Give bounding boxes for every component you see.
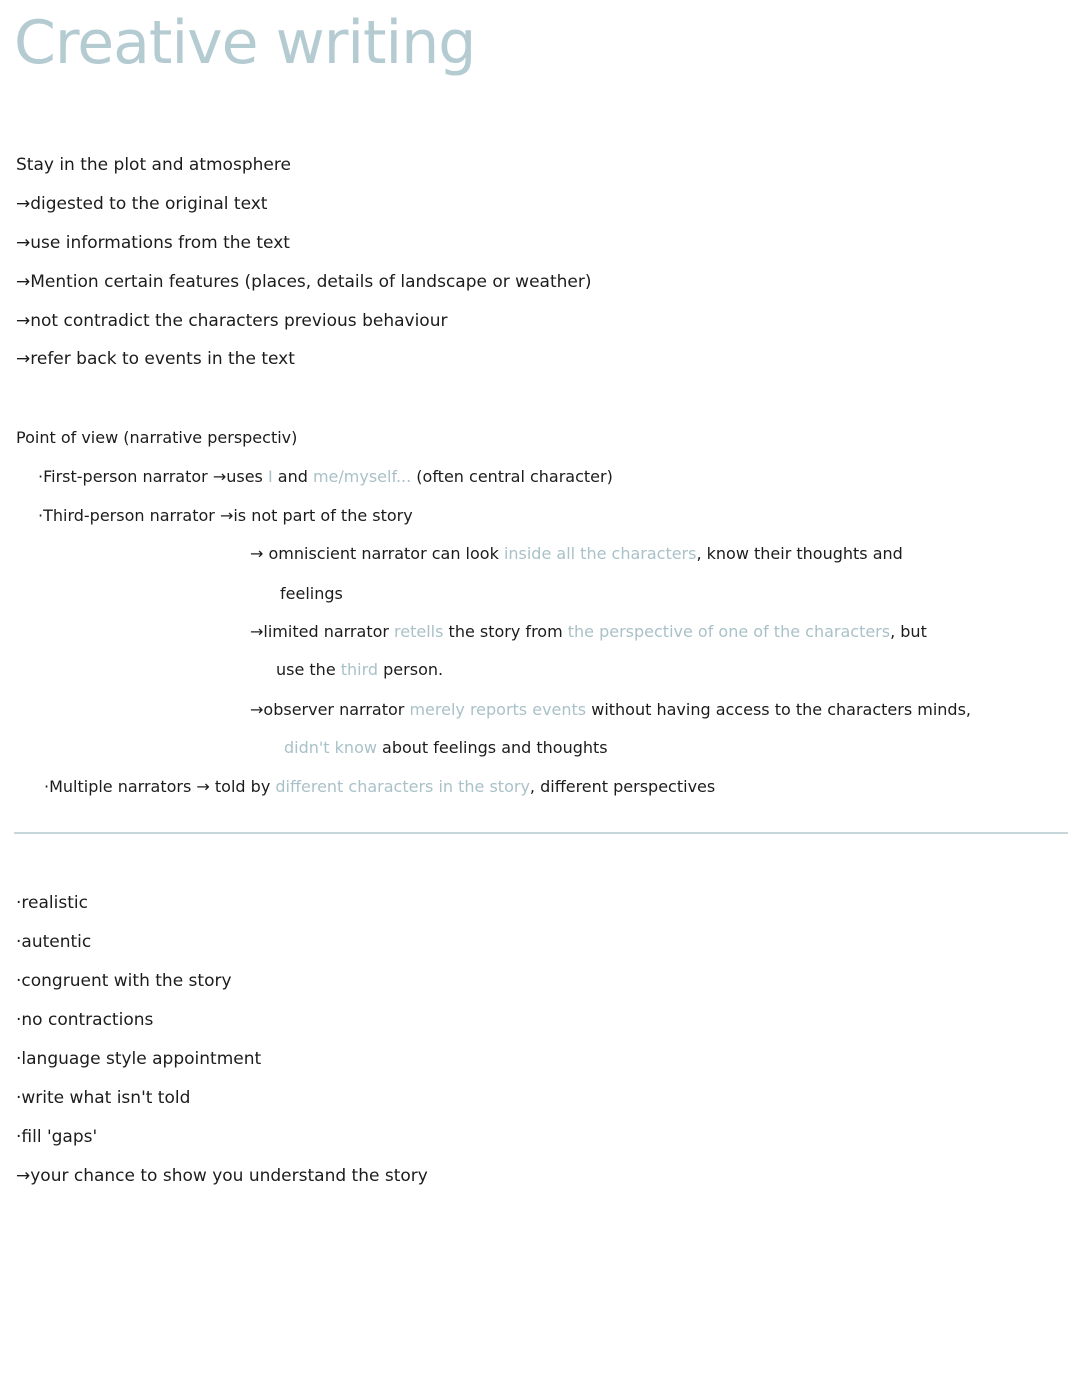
multiple-text: ·Multiple narrators → told by — [44, 777, 276, 796]
omniscient-line — [250, 542, 903, 566]
first-person-text: and — [272, 467, 313, 486]
section1-heading: Stay in the plot and atmosphere — [16, 155, 291, 175]
limited-cont-text: person. — [378, 660, 444, 679]
section1-item: →digested to the original text — [16, 194, 268, 214]
third-person-line: ·Third-person narrator →is not part of the story — [38, 506, 413, 525]
omniscient-text: → omniscient narrator can look — [250, 544, 504, 563]
multiple-line — [44, 775, 715, 799]
observer-cont — [284, 736, 608, 760]
limited-text: the story from — [443, 622, 568, 641]
omniscient-text: , know their thoughts and — [696, 544, 903, 563]
limited-highlight: the perspective of one of the characters — [567, 622, 891, 641]
omniscient-cont: feelings — [280, 584, 343, 603]
section3-item: ·fill 'gaps' — [16, 1127, 98, 1147]
section3-item: ·no contractions — [16, 1010, 154, 1030]
section3-item: ·write what isn't told — [16, 1088, 191, 1108]
observer-cont-highlight: didn't know — [284, 738, 377, 757]
observer-text: →observer narrator — [250, 700, 410, 719]
page-title: Creative writing — [14, 8, 476, 78]
section2-heading: Point of view (narrative perspectiv) — [16, 428, 298, 447]
section3-item: ·realistic — [16, 893, 88, 913]
section1-item: →Mention certain features (places, details of landscape or weather) — [16, 272, 592, 292]
first-person-highlight: me/myself... — [312, 467, 412, 486]
first-person-highlight: I — [267, 467, 273, 486]
observer-text: without having access to the characters minds, — [586, 700, 971, 719]
section-divider — [14, 832, 1068, 834]
limited-highlight: retells — [394, 622, 444, 641]
limited-text: , but — [890, 622, 927, 641]
section3-item: ·autentic — [16, 932, 92, 952]
limited-line — [250, 620, 927, 644]
section3-item: ·language style appointment — [16, 1049, 262, 1069]
first-person-text: (often central character) — [411, 467, 613, 486]
section1-item: →not contradict the characters previous behaviour — [16, 311, 448, 331]
first-person-line — [38, 465, 613, 489]
limited-text: →limited narrator — [250, 622, 395, 641]
limited-cont-highlight: third — [340, 660, 379, 679]
observer-highlight: merely reports events — [409, 700, 587, 719]
section1-item: →use informations from the text — [16, 233, 290, 253]
first-person-text: ·First-person narrator →uses — [38, 467, 268, 486]
observer-cont-text: about feelings and thoughts — [376, 738, 608, 757]
section3-item: ·congruent with the story — [16, 971, 232, 991]
limited-cont — [276, 658, 443, 682]
observer-line — [250, 698, 971, 722]
omniscient-highlight: inside all the characters — [503, 544, 697, 563]
section1-item: →refer back to events in the text — [16, 349, 295, 369]
multiple-text: , different perspectives — [529, 777, 716, 796]
limited-cont-text: use the — [276, 660, 341, 679]
multiple-highlight: different characters in the story — [275, 777, 530, 796]
section3-item: →your chance to show you understand the story — [16, 1166, 428, 1186]
